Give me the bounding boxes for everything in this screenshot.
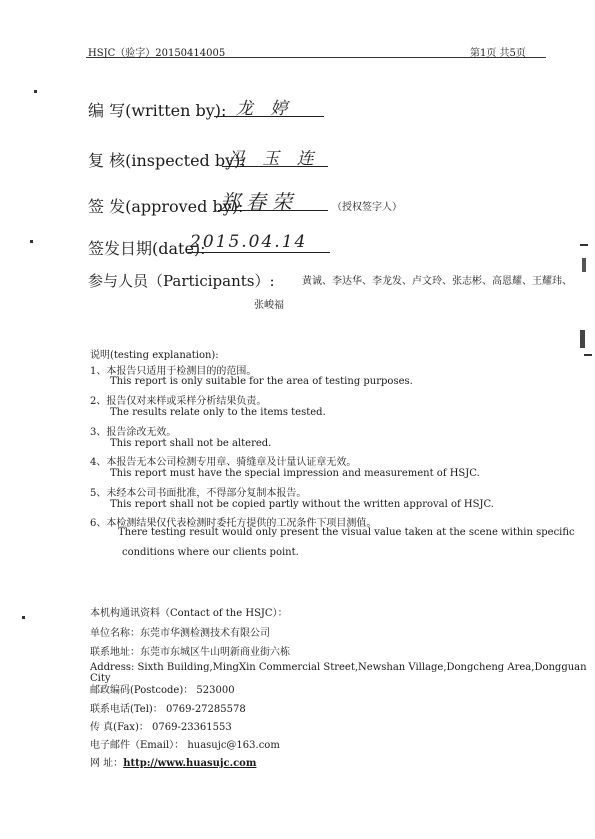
explanation-item-2-cn: 2、报告仅对来样或采样分析结果负责。 bbox=[90, 396, 267, 407]
contact-address-en: Address: Sixth Building,MingXin Commercial Street,Newshan Village,Dongcheng Area,Dongguan City bbox=[90, 662, 587, 684]
header-divider bbox=[86, 57, 546, 58]
issue-date-label: 签发日期(date): bbox=[88, 239, 206, 258]
issue-date-line bbox=[188, 252, 330, 253]
explanation-item-6-en: There testing result would only present the visual value taken at the scene within specific bbox=[118, 527, 575, 538]
contact-email: 电子邮件（Email）： huasujc@163.com bbox=[90, 740, 280, 751]
page-info: 第1页 共5页 bbox=[470, 48, 526, 59]
contact-unit: 单位名称：东莞市华测检测技术有限公司 bbox=[90, 628, 270, 639]
seam-seal-mark bbox=[584, 354, 592, 356]
inspected-by-line bbox=[222, 166, 328, 167]
explanation-item-4-cn: 4、本报告无本公司检测专用章、骑缝章及计量认证章无效。 bbox=[90, 457, 357, 468]
contact-website-label: 网 址： bbox=[90, 758, 124, 769]
explanation-item-5-en: This report shall not be copied partly without the written approval of HSJC. bbox=[110, 499, 494, 510]
approved-by-line bbox=[218, 210, 328, 211]
explanation-item-6-cn: 6、本检测结果仅代表检测时委托方提供的工况条件下项目测值。 bbox=[90, 518, 377, 529]
scan-speck bbox=[34, 90, 37, 93]
explanation-item-1-cn: 1、本报告只适用于检测目的的范围。 bbox=[90, 366, 257, 377]
approved-by-label: 签 发(approved by): bbox=[88, 197, 244, 216]
inspected-by-signature: 冯 玉 连 bbox=[228, 149, 320, 169]
participants-label: 参与人员（Participants）: bbox=[88, 272, 275, 290]
report-number: HSJC（验字）20150414005 bbox=[88, 48, 226, 59]
participants-names: 黄诚、李达华、李龙发、卢文玲、张志彬、高恩耀、王耀玮、 bbox=[302, 276, 572, 287]
explanation-item-6-en-continued: conditions where our clients point. bbox=[122, 547, 299, 558]
contact-title: 本机构通讯资料（Contact of the HSJC）： bbox=[90, 608, 288, 619]
contact-website-row bbox=[90, 754, 256, 769]
explanation-item-1-en: This report is only suitable for the area of testing purposes. bbox=[110, 376, 413, 387]
inspected-by-row bbox=[88, 148, 246, 171]
inspected-by-label: 复 核(inspected by): bbox=[88, 151, 246, 170]
authorized-signatory-note: （授权签字人） bbox=[332, 202, 402, 213]
contact-tel: 联系电话(Tel)： 0769-27285578 bbox=[90, 704, 246, 715]
contact-fax: 传 真(Fax)： 0769-23361553 bbox=[90, 722, 232, 733]
written-by-signature: 龙 婷 bbox=[236, 99, 294, 119]
written-by-row bbox=[88, 98, 226, 121]
seam-seal-mark bbox=[580, 244, 588, 246]
seam-seal-mark bbox=[580, 330, 585, 348]
issue-date-handwritten: 2015.04.14 bbox=[190, 232, 308, 252]
contact-website-link[interactable]: http://www.huasujc.com bbox=[123, 758, 257, 769]
written-by-line bbox=[214, 116, 324, 117]
explanation-item-2-en: The results relate only to the items tested. bbox=[110, 407, 326, 418]
contact-postcode: 邮政编码(Postcode)： 523000 bbox=[90, 685, 235, 696]
seam-seal-mark bbox=[582, 258, 586, 272]
approved-by-signature: 郑春荣 bbox=[220, 190, 298, 214]
explanation-item-3-en: This report shall not be altered. bbox=[110, 438, 272, 449]
scan-speck bbox=[22, 616, 25, 619]
written-by-label: 编 写(written by): bbox=[88, 101, 227, 120]
issue-date-row bbox=[88, 236, 206, 259]
explanation-item-3-cn: 3、报告涂改无效。 bbox=[90, 427, 177, 438]
participants-names-continued: 张峻福 bbox=[254, 300, 284, 311]
explanation-title: 说明(testing explanation): bbox=[90, 350, 219, 361]
explanation-item-4-en: This report must have the special impression and measurement of HSJC. bbox=[110, 468, 480, 479]
contact-address-cn: 联系地址：东莞市东城区牛山明新商业街六栋 bbox=[90, 647, 290, 658]
scan-speck bbox=[30, 240, 33, 243]
explanation-item-5-cn: 5、未经本公司书面批准，不得部分复制本报告。 bbox=[90, 488, 307, 499]
